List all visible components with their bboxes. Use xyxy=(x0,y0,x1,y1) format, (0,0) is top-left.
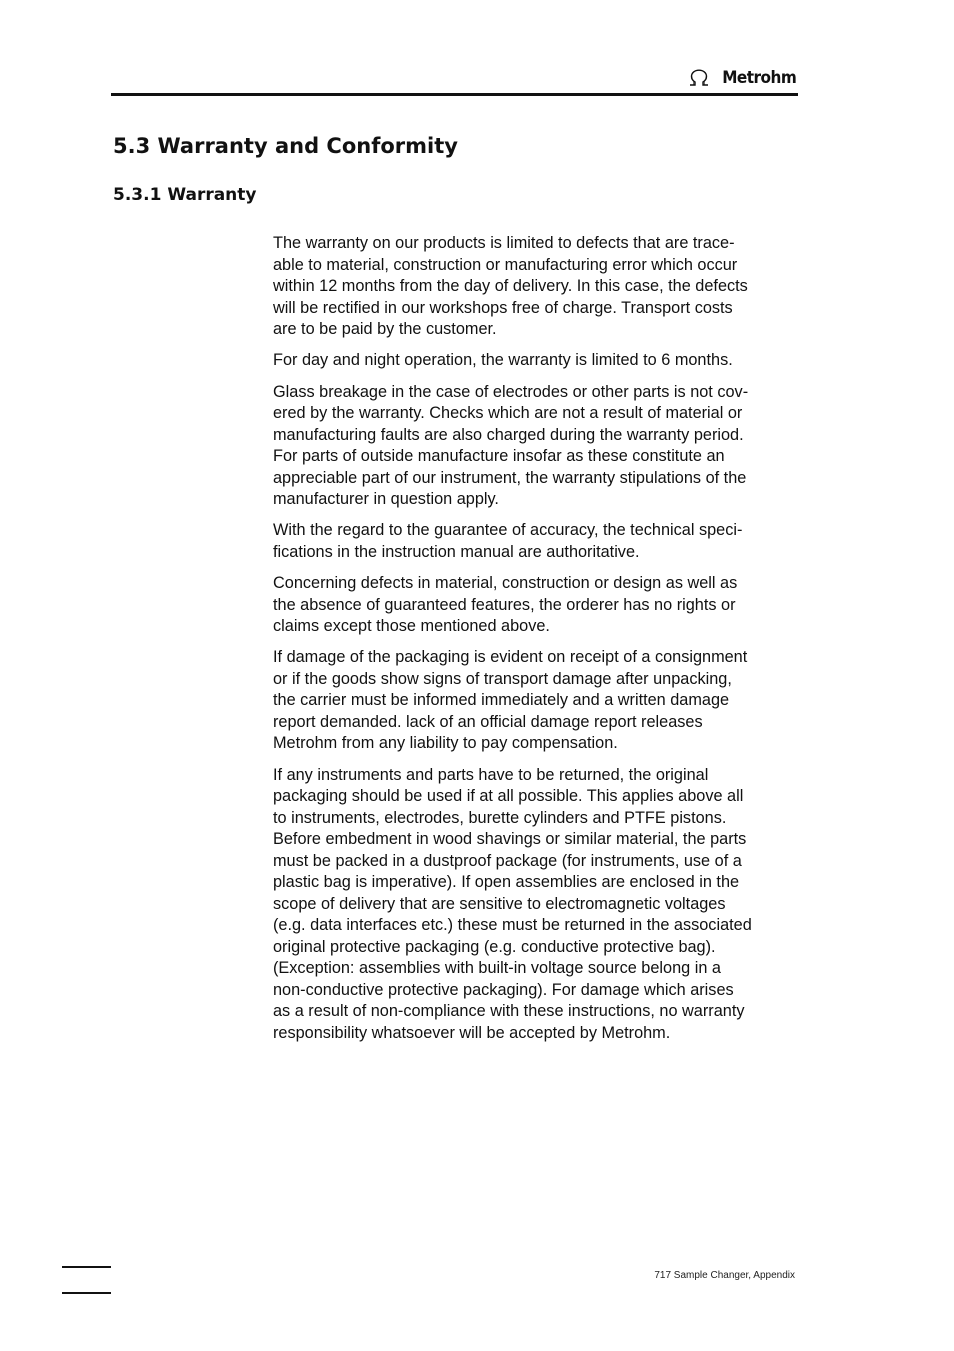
paragraph-line: The warranty on our products is limited to defects that are trace- xyxy=(273,234,735,252)
paragraph-line: Glass breakage in the case of electrodes or other parts is not cov- xyxy=(273,382,749,401)
footer-rule-top xyxy=(62,1266,111,1268)
metrohm-omega-logo-icon xyxy=(688,69,710,87)
paragraph-line: plastic bag is imperative). If open assemblies are enclosed in the xyxy=(273,873,740,892)
paragraph-line: fications in the instruction manual are authoritative. xyxy=(273,542,640,561)
footer-rule-bottom xyxy=(62,1292,111,1294)
paragraph-line: manufacturing faults are also charged during the warranty period. xyxy=(273,425,744,444)
paragraph-line: or if the goods show signs of transport damage after unpacking, xyxy=(273,669,732,688)
paragraph-line: For day and night operation, the warranty is limited to 6 months. xyxy=(273,351,733,370)
paragraph xyxy=(273,647,803,755)
paragraph-line: the absence of guaranteed features, the orderer has no rights or xyxy=(273,595,736,614)
paragraph-line: If any instruments and parts have to be returned, the original xyxy=(273,765,709,784)
paragraph xyxy=(273,233,803,341)
body-text xyxy=(273,233,803,1054)
paragraph-line: to instruments, electrodes, burette cylinders and PTFE pistons. xyxy=(273,808,727,827)
brand-logo xyxy=(688,66,796,90)
paragraph-line: appreciable part of our instrument, the warranty stipulations of the xyxy=(273,468,747,487)
paragraph-line: If damage of the packaging is evident on receipt of a consignment xyxy=(273,648,748,667)
paragraph-line: (Exception: assemblies with built-in voltage source belong in a xyxy=(273,959,721,978)
paragraph-line: as a result of non-compliance with these instructions, no warranty xyxy=(273,1002,745,1021)
paragraph-line: (e.g. data interfaces etc.) these must be returned in the associated xyxy=(273,916,752,935)
paragraph-line: the carrier must be informed immediately and a written damage xyxy=(273,691,730,710)
footer-text: 717 Sample Changer, Appendix xyxy=(654,1270,795,1281)
paragraph-line: Before embedment in wood shavings or similar material, the parts xyxy=(273,830,747,849)
brand-name: Metrohm xyxy=(721,68,796,88)
paragraph-line: non-conductive protective packaging). For damage which arises xyxy=(273,980,734,999)
paragraph-line: scope of delivery that are sensitive to electromagnetic voltages xyxy=(273,894,726,913)
header-rule xyxy=(111,93,798,96)
paragraph xyxy=(273,350,803,372)
paragraph-line: report demanded. lack of an official damage report releases xyxy=(273,712,703,731)
paragraph-line: Concerning defects in material, construction or design as well as xyxy=(273,574,738,593)
paragraph xyxy=(273,573,803,638)
paragraph-line: responsibility whatsoever will be accepted by Metrohm. xyxy=(273,1023,671,1042)
paragraph-line: are to be paid by the customer. xyxy=(273,320,497,338)
paragraph-line: ered by the warranty. Checks which are not a result of material or xyxy=(273,404,743,423)
paragraph-line: Metrohm from any liability to pay compensation. xyxy=(273,734,618,753)
paragraph-line: claims except those mentioned above. xyxy=(273,617,550,636)
paragraph xyxy=(273,520,803,563)
paragraph-line: must be packed in a dustproof package (for instruments, use of a xyxy=(273,851,742,870)
paragraph-line: will be rectified in our workshops free of charge. Transport costs xyxy=(273,298,733,317)
paragraph-line: within 12 months from the day of delivery. In this case, the defects xyxy=(273,277,748,295)
paragraph-line: For parts of outside manufacture insofar as these constitute an xyxy=(273,447,725,466)
paragraph-line: With the regard to the guarantee of accuracy, the technical speci- xyxy=(273,521,743,540)
section-heading: 5.3 Warranty and Conformity xyxy=(113,134,458,158)
paragraph-line: able to material, construction or manufacturing error which occur xyxy=(273,255,738,274)
paragraph xyxy=(273,382,803,511)
paragraph-line: manufacturer in question apply. xyxy=(273,490,499,509)
paragraph-line: original protective packaging (e.g. conductive protective bag). xyxy=(273,937,716,956)
subsection-heading: 5.3.1 Warranty xyxy=(113,185,257,205)
paragraph xyxy=(273,765,803,1045)
paragraph-line: packaging should be used if at all possible. This applies above all xyxy=(273,787,744,806)
